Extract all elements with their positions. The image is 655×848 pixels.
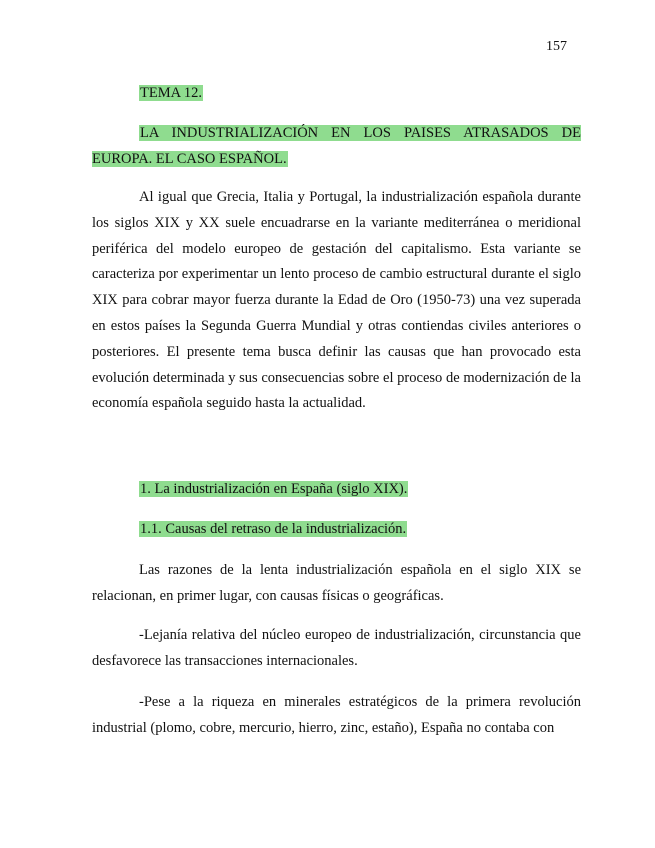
chapter-label [139, 80, 203, 106]
section-heading-1-1 [139, 516, 407, 542]
intro-paragraph: Al igual que Grecia, Italia y Portugal, la industrialización española durante los siglos XIX y XX suele encuadrarse en la variante mediterránea o meridional periférica del modelo europeo de gestación del capitalismo. Esta variante se caracteriza por experimentar un lento proceso de cambio estructural durante el siglo XIX para cobrar mayor fuerza durante la Edad de Oro (1950-73) una vez superada en estos países la Segunda Guerra Mundial y otras contiendas civiles anteriores o posteriores. El presente tema busca definir las causas que han provocado esta evolución determinada y sus consecuencias sobre el proceso de modernización de la economía española seguido hasta la actualidad. [92, 189, 581, 412]
cause-minerals-paragraph: -Pese a la riqueza en minerales estratégicos de la primera revolución industrial (plomo, cobre, mercurio, hierro, zinc, estaño), España no contaba con [92, 694, 581, 736]
chapter-label-text: TEMA 12. [140, 85, 203, 101]
causes-intro-paragraph: Las razones de la lenta industrialización española en el siglo XIX se relacionan, en primer lugar, con causas físicas o geográficas. [92, 562, 581, 604]
section-heading-1-1-text: 1.1. Causas del retraso de la industrialización. [140, 521, 407, 537]
cause-distance-paragraph: -Lejanía relativa del núcleo europeo de industrialización, circunstancia que desfavorece las transacciones internacionales. [92, 627, 581, 669]
section-heading-1-text: 1. La industrialización en España (siglo XIX). [140, 481, 408, 497]
chapter-title-text: LA INDUSTRIALIZACIÓN EN LOS PAISES ATRASADOS DE EUROPA. EL CASO ESPAÑOL. [92, 125, 581, 167]
page-number: 157 [546, 39, 567, 54]
section-heading-1 [139, 476, 408, 502]
chapter-title [92, 120, 581, 172]
